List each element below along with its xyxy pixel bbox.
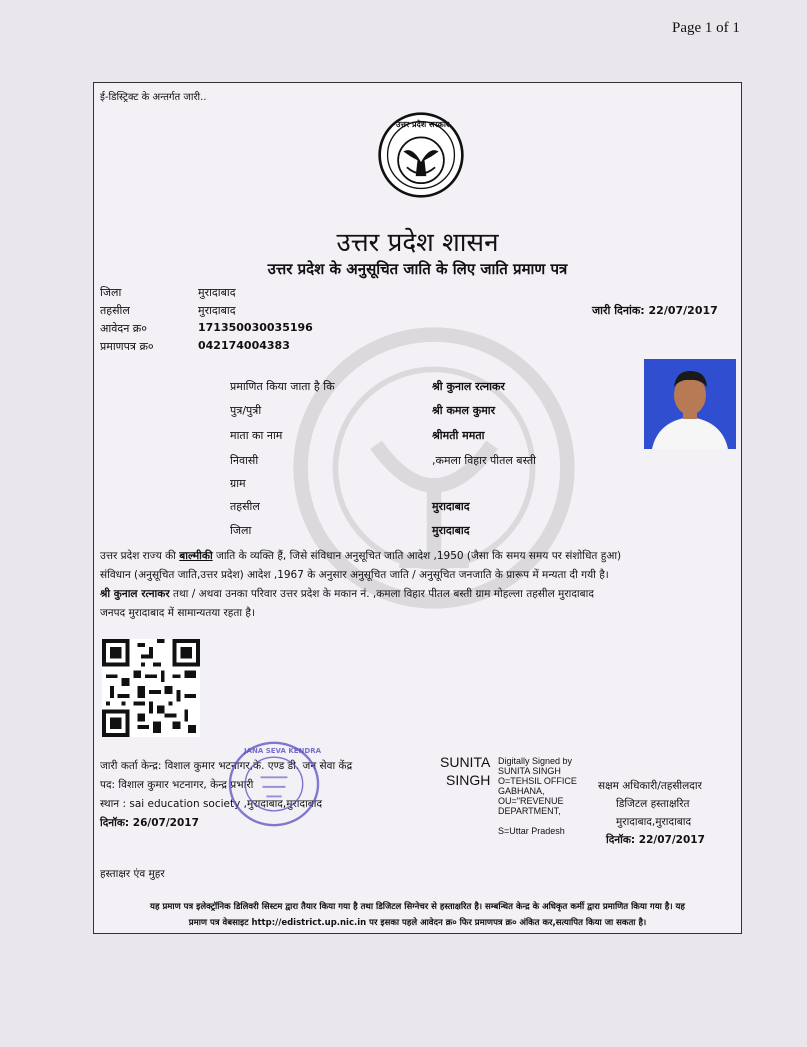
paragraph-line-3 <box>100 585 594 604</box>
detail-label-son-of: पुत्र/पुत्री <box>230 404 262 417</box>
holder-name: श्री कुनाल रत्नाकर <box>100 588 170 600</box>
digital-signature-details <box>498 756 577 836</box>
sig-detail-line: DEPARTMENT, <box>498 806 561 816</box>
detail-label-certified: प्रमाणित किया जाता है कि <box>230 380 335 393</box>
meta-value-district: मुरादाबाद <box>198 286 236 299</box>
footer-line-2: प्रमाण पत्र वेबसाइट http://edistrict.up.nic.in पर इसका पहले आवेदन क्र० फिर प्रमाणपत्र क्र० अंकित कर,सत्यापित किया जा सकता है। <box>188 918 647 928</box>
paragraph-text: तथा / अथवा उनका परिवार उत्तर प्रदेश के मकान नं. ,कमला विहार पीतल बस्ती ग्राम मोहल्ला तहसील मुरादाबाद <box>169 588 594 600</box>
footer-line-1: यह प्रमाण पत्र इलेक्ट्रॉनिक डिलिवरी सिस्टम द्वारा तैयार किया गया है तथा डिजिटल सिग्नेचर से हस्ताक्षरित है। सम्बन्धित केन्द्र के अधिकृत कर्मी द्वारा प्रमाणित किया गया है। यह <box>150 902 685 912</box>
authority-title: सक्षम अधिकारी/तहसीलदार <box>598 780 702 792</box>
signer-name-line-1: SUNITA <box>440 754 491 770</box>
meta-value-tehsil: मुरादाबाद <box>198 304 236 317</box>
meta-label-tehsil: तहसील <box>100 304 130 317</box>
paragraph-line-2: संविधान (अनुसूचित जाति,उत्तर प्रदेश) आदेश ,1967 के अनुसार अनुसूचित जाति / अनुसूचित जनजाति के प्रारूप में मन्यता दी गयी है। <box>100 569 609 581</box>
issuer-date: दिनॉक: 26/07/2017 <box>100 817 199 829</box>
page-number: Page 1 of 1 <box>672 20 740 36</box>
issuer-post: पद: विशाल कुमार भटनागर, केन्द्र प्रभारी <box>100 779 254 791</box>
issuer-center: जारी कर्ता केन्द्र: विशाल कुमार भटनागर,के. एण्ड डी. जन सेवा केंद्र <box>100 760 353 772</box>
sig-detail-line: GABHANA, <box>498 786 545 796</box>
detail-label-mother: माता का नाम <box>230 429 283 442</box>
person-photo-icon <box>644 359 736 449</box>
meta-label-application-no: आवेदन क्र० <box>100 322 147 335</box>
detail-label-tehsil: तहसील <box>230 500 260 513</box>
detail-value-tehsil: मुरादाबाद <box>432 500 470 513</box>
detail-value-name: श्री कुनाल रत्नाकर <box>432 380 505 393</box>
meta-value-certificate-no: 042174004383 <box>198 339 290 352</box>
detail-value-district: मुरादाबाद <box>432 524 470 537</box>
certificate-title: उत्तर प्रदेश शासन <box>336 228 499 258</box>
paragraph-text: जाति के व्यक्ति हैं, जिसे संविधान अनुसूचित जाति आदेश ,1950 (जैसा कि समय समय पर संशोधित हुआ) <box>212 550 622 562</box>
detail-label-district: जिला <box>230 524 252 537</box>
detail-label-village: ग्राम <box>230 477 246 490</box>
certificate <box>93 82 742 934</box>
issue-date: जारी दिनांक: 22/07/2017 <box>592 304 718 317</box>
detail-value-resident: ,कमला विहार पीतल बस्ती <box>432 454 536 467</box>
seal-text: JANA SEVA KENDRA <box>244 747 322 755</box>
sign-and-stamp-label: हस्ताक्षर एंव मुहर <box>100 868 165 880</box>
issuer-place: स्थान : sai education society ,मुरादाबाद,मुरादाबाद <box>100 798 323 810</box>
certificate-subtitle: उत्तर प्रदेश के अनुसूचित जाति के लिए जाति प्रमाण पत्र <box>267 260 568 278</box>
signer-name-line-2: SINGH <box>446 772 491 788</box>
meta-label-district: जिला <box>100 286 122 299</box>
detail-value-mother: श्रीमती ममता <box>432 429 485 442</box>
emblem-text: उत्तर प्रदेश सरकार <box>396 120 450 129</box>
applicant-photo <box>644 359 736 449</box>
sig-detail-line: Digitally Signed by <box>498 756 573 766</box>
header-note: ई-डिस्ट्रिक्ट के अन्तर्गत जारी.. <box>100 92 207 103</box>
qr-code-icon <box>102 639 200 737</box>
sig-detail-line: S=Uttar Pradesh <box>498 826 565 836</box>
authority-date: दिनॉक: 22/07/2017 <box>606 834 705 846</box>
detail-label-resident: निवासी <box>230 454 259 467</box>
sig-detail-line <box>498 816 577 826</box>
authority-place: मुरादाबाद,मुरादाबाद <box>616 816 692 828</box>
paragraph-line-1 <box>100 547 621 566</box>
sig-detail-line: SUNITA SINGH <box>498 766 561 776</box>
meta-value-application-no: 171350030035196 <box>198 321 313 334</box>
meta-label-certificate-no: प्रमाणपत्र क्र० <box>100 340 154 353</box>
paragraph-line-4: जनपद मुरादाबाद में सामान्यतया रहता है। <box>100 607 255 619</box>
sig-detail-line: O=TEHSIL OFFICE <box>498 776 577 786</box>
caste-name: बाल्मीकी <box>179 550 213 562</box>
paragraph-text: उत्तर प्रदेश राज्य की <box>100 550 180 562</box>
detail-value-father: श्री कमल कुमार <box>432 404 496 417</box>
sig-detail-line: OU="REVENUE <box>498 796 564 806</box>
authority-signature: डिजिटल हस्ताक्षरित <box>616 798 690 810</box>
